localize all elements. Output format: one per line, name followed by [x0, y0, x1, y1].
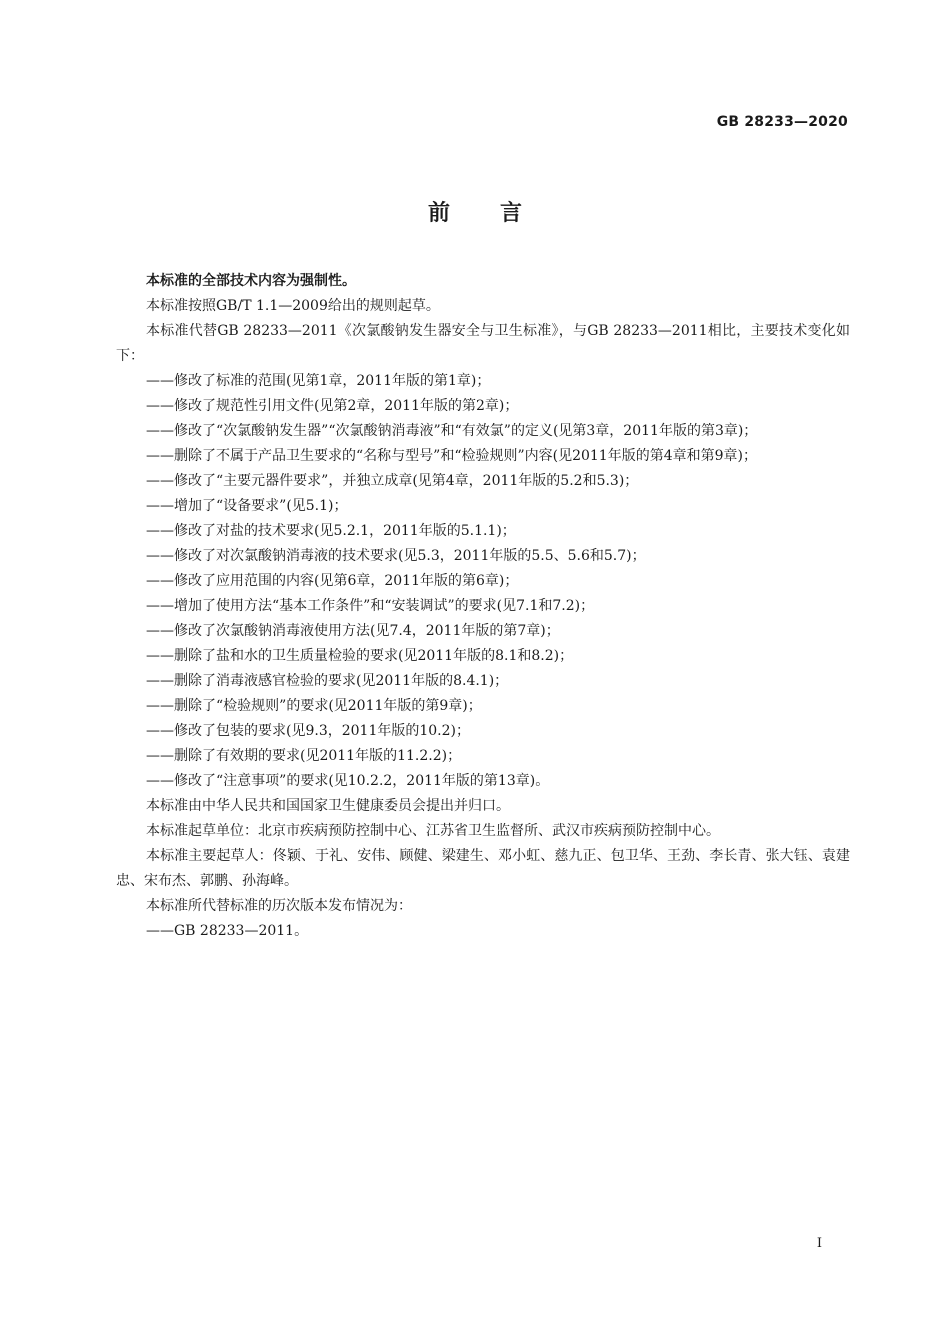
paragraph-drafters: 本标准主要起草人：佟颖、于礼、安伟、顾健、梁建生、邓小虹、慈九正、包卫华、王劲、李长青、张大钰、袁建忠、宋布杰、郭鹏、孙海峰。: [116, 848, 850, 889]
list-item: ——删除了不属于产品卫生要求的“名称与型号”和“检验规则”内容(见2011年版的第4章和第9章)；: [146, 448, 757, 464]
paragraph-history-intro: 本标准所代替标准的历次版本发布情况为：: [146, 898, 412, 914]
list-item: ——修改了对次氯酸钠消毒液的技术要求(见5.3，2011年版的5.5、5.6和5.7)；: [146, 548, 646, 564]
document-body: [116, 269, 850, 944]
list-item: ——修改了对盐的技术要求(见5.2.1，2011年版的5.1.1)；: [146, 523, 516, 539]
list-item: ——删除了消毒液感官检验的要求(见2011年版的8.4.1)；: [146, 673, 509, 689]
page-title: 前言: [427, 201, 572, 226]
list-item: ——删除了盐和水的卫生质量检验的要求(见2011年版的8.1和8.2)；: [146, 648, 574, 664]
standard-number: GB 28233—2020: [716, 114, 848, 130]
paragraph-drafting-units: 本标准起草单位：北京市疾病预防控制中心、江苏省卫生监督所、武汉市疾病预防控制中心。: [146, 823, 720, 839]
paragraph-drafting-rule: 本标准按照GB/T 1.1—2009给出的规则起草。: [146, 298, 440, 314]
paragraph-mandatory: 本标准的全部技术内容为强制性。: [146, 273, 356, 289]
list-item: ——修改了应用范围的内容(见第6章，2011年版的第6章)；: [146, 573, 519, 589]
list-item: ——删除了“检验规则”的要求(见2011年版的第9章)；: [146, 698, 482, 714]
list-item: ——增加了使用方法“基本工作条件”和“安装调试”的要求(见7.1和7.2)；: [146, 598, 595, 614]
list-item: ——修改了次氯酸钠消毒液使用方法(见7.4，2011年版的第7章)；: [146, 623, 560, 639]
list-item: ——修改了“次氯酸钠发生器”“次氯酸钠消毒液”和“有效氯”的定义(见第3章，2011年版的第3章)；: [146, 423, 758, 439]
list-item: ——修改了包装的要求(见9.3，2011年版的10.2)；: [146, 723, 470, 739]
list-item: ——修改了“主要元器件要求”，并独立成章(见第4章，2011年版的5.2和5.3)；: [146, 473, 639, 489]
paragraph-proposer: 本标准由中华人民共和国国家卫生健康委员会提出并归口。: [146, 798, 510, 814]
list-item: ——修改了“注意事项”的要求(见10.2.2，2011年版的第13章)。: [146, 773, 550, 789]
changes-list: [116, 369, 850, 794]
list-item: ——删除了有效期的要求(见2011年版的11.2.2)；: [146, 748, 462, 764]
list-item: ——修改了标准的范围(见第1章，2011年版的第1章)；: [146, 373, 491, 389]
list-item: ——修改了规范性引用文件(见第2章，2011年版的第2章)；: [146, 398, 519, 414]
list-item: ——增加了“设备要求”(见5.1)；: [146, 498, 348, 514]
history-item: ——GB 28233—2011。: [146, 923, 309, 939]
paragraph-replacement: 本标准代替GB 28233—2011《次氯酸钠发生器安全与卫生标准》，与GB 28233—2011相比，主要技术变化如下：: [116, 323, 850, 364]
page-number: I: [816, 1236, 822, 1251]
